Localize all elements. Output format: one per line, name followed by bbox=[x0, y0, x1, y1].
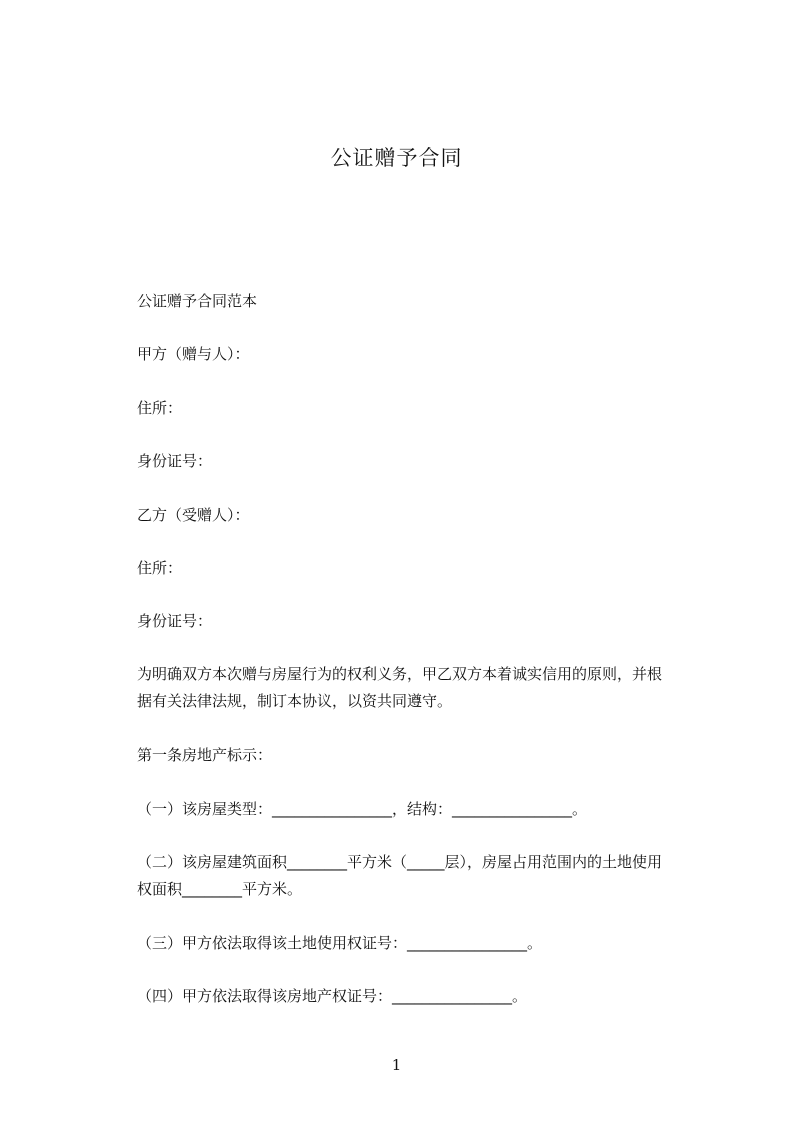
clause-3: （三）甲方依法取得该土地使用权证号：________________。 bbox=[137, 934, 543, 952]
party-b-label: 乙方（受赠人）： bbox=[137, 506, 250, 524]
preamble-line-1: 为明确双方本次赠与房屋行为的权利义务，甲乙双方本着诚实信用的原则，并根 bbox=[137, 665, 663, 683]
preamble-line-2: 据有关法律法规，制订本协议，以资共同遵守。 bbox=[137, 692, 453, 710]
clause-2-line-2: 权面积________平方米。 bbox=[137, 880, 303, 898]
clause-1: （一）该房屋类型：________________，结构：________________。 bbox=[137, 800, 588, 818]
party-b-id-label: 身份证号： bbox=[137, 612, 213, 630]
party-a-label: 甲方（赠与人）： bbox=[137, 345, 250, 363]
document-subtitle: 公证赠予合同范本 bbox=[137, 292, 258, 310]
party-a-id-label: 身份证号： bbox=[137, 452, 213, 470]
party-b-address-label: 住所： bbox=[137, 559, 183, 577]
article-1-heading: 第一条房地产标示： bbox=[137, 746, 273, 764]
document-title: 公证赠予合同 bbox=[330, 146, 463, 170]
party-a-address-label: 住所： bbox=[137, 399, 183, 417]
clause-2-line-1: （二）该房屋建筑面积________平方米（_____层），房屋占用范围内的土地使用 bbox=[137, 853, 663, 871]
clause-4: （四）甲方依法取得该房地产权证号：________________。 bbox=[137, 987, 528, 1005]
page-number: 1 bbox=[391, 1056, 402, 1074]
